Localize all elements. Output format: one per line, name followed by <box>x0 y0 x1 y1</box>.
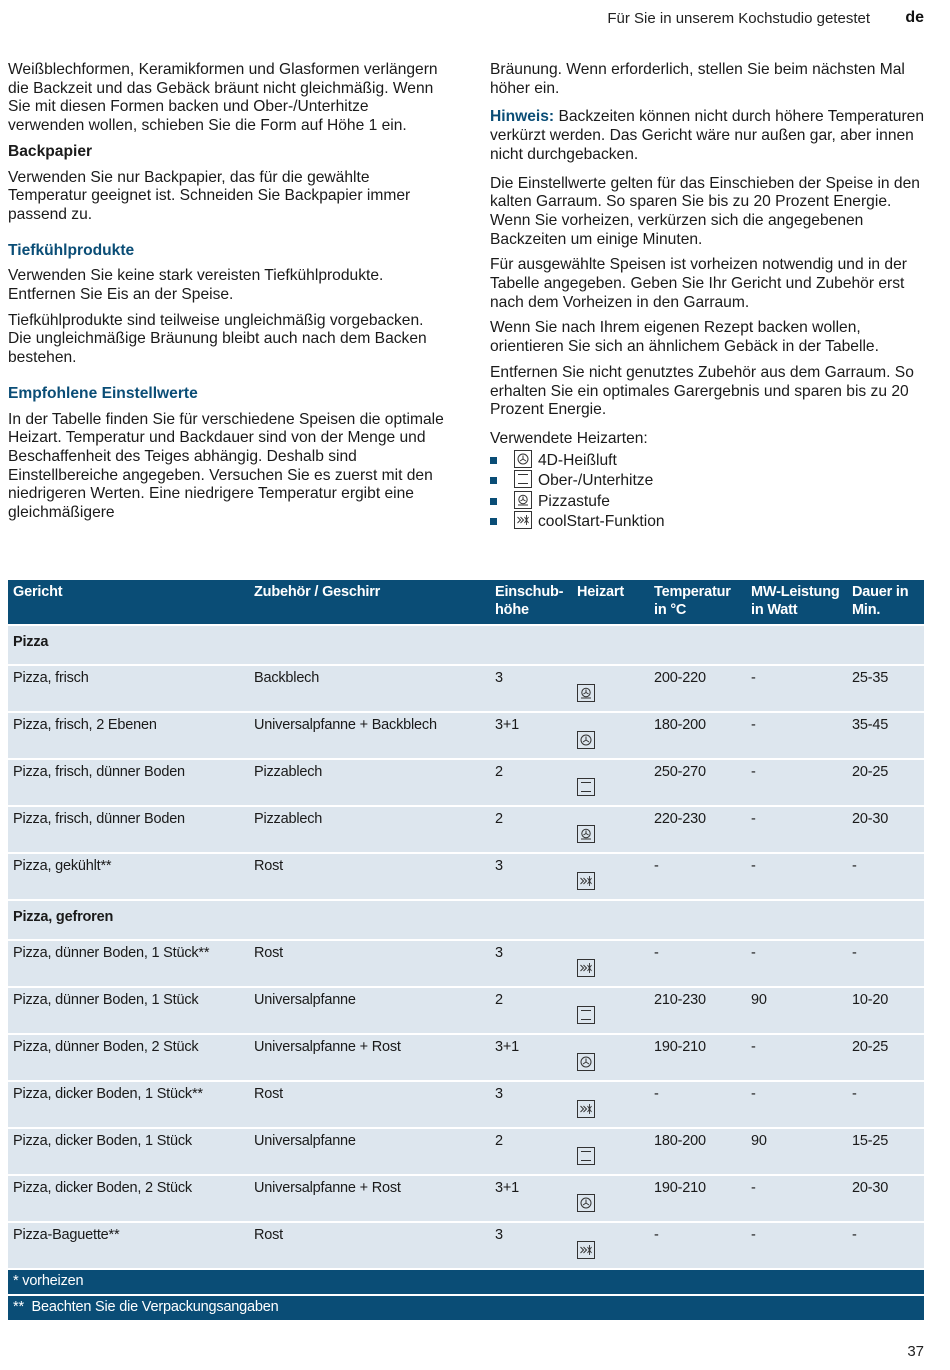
temperature-cell: - <box>649 940 746 987</box>
heizart-label: Pizzastufe <box>538 492 610 510</box>
duration-cell: 10-20 <box>847 987 924 1034</box>
coolstart-icon <box>577 959 595 977</box>
ober-unterhitze-icon <box>514 470 532 488</box>
page-number: 37 <box>907 1343 924 1360</box>
column-header <box>490 580 572 625</box>
paragraph: Weißblechformen, Keramikformen und Glasformen verlängern die Backzeit und das Gebäck bräunt nicht gleichmäßig. Wenn Sie mit diesen Formen backen und Ober-/Unterhitze verwenden wollen, schieben Sie die Form auf Höhe 1 ein. <box>8 61 438 135</box>
column-header-label: Zubehör / Geschirr <box>254 584 381 600</box>
bullet-square <box>490 498 497 505</box>
table-row <box>8 1034 924 1081</box>
heizarten-list <box>490 450 925 532</box>
accessory-cell: Universalpfanne + Backblech <box>249 712 490 759</box>
duration-cell: 20-25 <box>847 759 924 806</box>
microwave-cell: 90 <box>746 987 847 1034</box>
column-header <box>847 580 924 625</box>
heissluft-4d-icon <box>514 450 532 468</box>
duration-cell: 20-30 <box>847 1175 924 1222</box>
bullet-square <box>490 457 497 464</box>
heissluft-4d-icon <box>577 731 595 749</box>
level-cell: 3 <box>490 1081 572 1128</box>
accessory-cell: Universalpfanne + Rost <box>249 1175 490 1222</box>
accessory-cell: Rost <box>249 1081 490 1128</box>
level-cell: 3+1 <box>490 1034 572 1081</box>
heissluft-4d-icon <box>577 1053 595 1071</box>
column-header-label: Temperatur in °C <box>654 584 731 618</box>
coolstart-icon <box>577 1100 595 1118</box>
level-cell: 2 <box>490 1128 572 1175</box>
microwave-cell: - <box>746 759 847 806</box>
footnote: * vorheizen <box>8 1269 924 1295</box>
heat-mode-cell <box>572 853 649 900</box>
duration-cell: 20-25 <box>847 1034 924 1081</box>
microwave-cell: - <box>746 1034 847 1081</box>
microwave-cell: - <box>746 1081 847 1128</box>
heat-mode-cell <box>572 940 649 987</box>
table-row <box>8 853 924 900</box>
bullet-square <box>490 518 497 525</box>
paragraph: Tiefkühlprodukte sind teilweise ungleichmäßig vorgebacken. Die ungleichmäßige Bräunung bleibt auch nach dem Backen bestehen. <box>8 311 427 367</box>
heizart-item <box>490 491 925 512</box>
heizart-item <box>490 450 925 471</box>
temperature-cell: 190-210 <box>649 1034 746 1081</box>
footnote-row <box>8 1269 924 1295</box>
duration-cell: 35-45 <box>847 712 924 759</box>
microwave-cell: 90 <box>746 1128 847 1175</box>
temperature-cell: 180-200 <box>649 1128 746 1175</box>
column-header-label: Heizart <box>577 584 624 600</box>
accessory-cell: Rost <box>249 940 490 987</box>
microwave-cell: - <box>746 1222 847 1269</box>
column-header <box>649 580 746 625</box>
temperature-cell: - <box>649 853 746 900</box>
table-row <box>8 665 924 712</box>
microwave-cell: - <box>746 940 847 987</box>
table-row <box>8 940 924 987</box>
heat-mode-cell <box>572 712 649 759</box>
table-row <box>8 712 924 759</box>
dish-cell: Pizza, dicker Boden, 1 Stück** <box>8 1081 249 1128</box>
ober-unterhitze-icon <box>577 778 595 796</box>
heat-mode-cell <box>572 665 649 712</box>
pizzastufe-icon <box>514 491 532 509</box>
header-title: Für Sie in unserem Kochstudio getestet <box>607 10 870 27</box>
duration-cell: - <box>847 1222 924 1269</box>
bullet-square <box>490 477 497 484</box>
duration-cell: 25-35 <box>847 665 924 712</box>
hint-paragraph <box>490 108 925 164</box>
paragraph: Verwenden Sie keine stark vereisten Tiefkühlprodukte. Entfernen Sie Eis an der Speise. <box>8 267 384 304</box>
pizzastufe-icon <box>577 825 595 843</box>
duration-cell: 15-25 <box>847 1128 924 1175</box>
table-row <box>8 1081 924 1128</box>
temperature-cell: 180-200 <box>649 712 746 759</box>
temperature-cell: 190-210 <box>649 1175 746 1222</box>
heissluft-4d-icon <box>577 1194 595 1212</box>
hint-label: Hinweis: <box>490 108 555 126</box>
ober-unterhitze-icon <box>577 1006 595 1024</box>
microwave-cell: - <box>746 665 847 712</box>
baking-table <box>8 580 924 1320</box>
temperature-cell: 220-230 <box>649 806 746 853</box>
table-row <box>8 806 924 853</box>
temperature-cell: 200-220 <box>649 665 746 712</box>
column-header-label: Dauer in Min. <box>852 584 909 618</box>
paragraph: Die Einstellwerte gelten für das Einschieben der Speise in den kalten Garraum. So sparen Sie bis zu 20 Prozent Energie. Wenn Sie vorheizen, verkürzen sich die angegebenen Backzeiten um einige Minuten. <box>490 174 920 248</box>
right-column <box>490 61 925 532</box>
dish-cell: Pizza, dünner Boden, 1 Stück <box>8 987 249 1034</box>
temperature-cell: - <box>649 1222 746 1269</box>
dish-cell: Pizza, dicker Boden, 1 Stück <box>8 1128 249 1175</box>
duration-cell: 20-30 <box>847 806 924 853</box>
level-cell: 2 <box>490 806 572 853</box>
dish-cell: Pizza-Baguette** <box>8 1222 249 1269</box>
section-heading-tiefkuehl: Tiefkühlprodukte <box>8 241 135 259</box>
level-cell: 3 <box>490 940 572 987</box>
table-row <box>8 1128 924 1175</box>
level-cell: 3 <box>490 665 572 712</box>
dish-cell: Pizza, dicker Boden, 2 Stück <box>8 1175 249 1222</box>
accessory-cell: Rost <box>249 1222 490 1269</box>
duration-cell: - <box>847 1081 924 1128</box>
dish-cell: Pizza, dünner Boden, 2 Stück <box>8 1034 249 1081</box>
heizart-label: Ober-/Unterhitze <box>538 472 654 490</box>
paragraph: Entfernen Sie nicht genutztes Zubehör aus dem Garraum. So erhalten Sie ein optimales Garergebnis und sparen bis zu 20 Prozent Energie. <box>490 363 914 419</box>
heat-mode-cell <box>572 1128 649 1175</box>
language-code: de <box>905 9 924 26</box>
duration-cell: - <box>847 940 924 987</box>
heat-mode-cell <box>572 987 649 1034</box>
coolstart-icon <box>577 872 595 890</box>
duration-cell: - <box>847 853 924 900</box>
level-cell: 3+1 <box>490 712 572 759</box>
temperature-cell: 250-270 <box>649 759 746 806</box>
coolstart-icon <box>514 511 532 529</box>
table-row <box>8 987 924 1034</box>
accessory-cell: Rost <box>249 853 490 900</box>
microwave-cell: - <box>746 806 847 853</box>
category-title: Pizza <box>8 625 924 665</box>
dish-cell: Pizza, dünner Boden, 1 Stück** <box>8 940 249 987</box>
table-row <box>8 1222 924 1269</box>
dish-cell: Pizza, frisch, dünner Boden <box>8 806 249 853</box>
accessory-cell: Universalpfanne <box>249 987 490 1034</box>
accessory-cell: Backblech <box>249 665 490 712</box>
section-heading-einstellwerte: Empfohlene Einstellwerte <box>8 384 198 402</box>
heat-mode-cell <box>572 759 649 806</box>
microwave-cell: - <box>746 1175 847 1222</box>
accessory-cell: Universalpfanne <box>249 1128 490 1175</box>
hint-text: Backzeiten können nicht durch höhere Temperaturen verkürzt werden. Das Gericht wäre nur außen gar, aber innen nicht durchgebacken. <box>490 108 924 163</box>
column-header <box>8 580 249 625</box>
dish-cell: Pizza, frisch <box>8 665 249 712</box>
paragraph: Für ausgewählte Speisen ist vorheizen notwendig und in der Tabelle angegeben. Geben Sie Ihr Gericht und Zubehör erst nach dem Vorheizen in den Garraum. <box>490 256 907 311</box>
paragraph: Bräunung. Wenn erforderlich, stellen Sie beim nächsten Mal höher ein. <box>490 61 905 97</box>
level-cell: 2 <box>490 987 572 1034</box>
dish-cell: Pizza, gekühlt** <box>8 853 249 900</box>
accessory-cell: Universalpfanne + Rost <box>249 1034 490 1081</box>
table-header-row <box>8 580 924 625</box>
heizart-item <box>490 511 925 532</box>
column-header-label: MW-Leistung in Watt <box>751 584 840 618</box>
heizarten-title: Verwendete Heizarten: <box>490 429 648 447</box>
level-cell: 3+1 <box>490 1175 572 1222</box>
accessory-cell: Pizzablech <box>249 806 490 853</box>
column-header-label: Gericht <box>13 584 63 600</box>
heat-mode-cell <box>572 1175 649 1222</box>
level-cell: 3 <box>490 853 572 900</box>
paragraph: Verwenden Sie nur Backpapier, das für die gewählte Temperatur geeignet ist. Schneiden Sie Backpapier immer passend zu. <box>8 168 411 223</box>
ober-unterhitze-icon <box>577 1147 595 1165</box>
level-cell: 3 <box>490 1222 572 1269</box>
level-cell: 2 <box>490 759 572 806</box>
column-header <box>746 580 847 625</box>
heizart-label: 4D-Heißluft <box>538 451 617 469</box>
microwave-cell: - <box>746 853 847 900</box>
subheading-backpapier: Backpapier <box>8 142 93 160</box>
heat-mode-cell <box>572 1081 649 1128</box>
heat-mode-cell <box>572 806 649 853</box>
page-header <box>0 8 950 30</box>
column-header-label: Einschub- höhe <box>495 584 564 618</box>
heizart-item <box>490 470 925 491</box>
temperature-cell: - <box>649 1081 746 1128</box>
category-title: Pizza, gefroren <box>8 900 924 940</box>
column-header <box>249 580 490 625</box>
paragraph: In der Tabelle finden Sie für verschiedene Speisen die optimale Heizart. Temperatur und Backdauer sind von der Menge und Beschaffenheit des Teiges abhängig. Deshalb sind Einstellbereiche angegeben. Versuchen Sie es zuerst mit den niedrigeren Werten. Eine niedrigere Temperatur ergibt eine gleichmäßigere <box>8 410 444 522</box>
category-row <box>8 625 924 665</box>
heizart-icon <box>514 511 532 535</box>
left-column <box>8 61 448 530</box>
heat-mode-cell <box>572 1034 649 1081</box>
table-row <box>8 1175 924 1222</box>
footnote-row <box>8 1295 924 1320</box>
coolstart-icon <box>577 1241 595 1259</box>
footnote: ** Beachten Sie die Verpackungsangaben <box>8 1295 924 1320</box>
heizart-label: coolStart-Funktion <box>538 513 665 531</box>
heat-mode-cell <box>572 1222 649 1269</box>
pizzastufe-icon <box>577 684 595 702</box>
accessory-cell: Pizzablech <box>249 759 490 806</box>
temperature-cell: 210-230 <box>649 987 746 1034</box>
microwave-cell: - <box>746 712 847 759</box>
dish-cell: Pizza, frisch, 2 Ebenen <box>8 712 249 759</box>
dish-cell: Pizza, frisch, dünner Boden <box>8 759 249 806</box>
table-row <box>8 759 924 806</box>
paragraph: Wenn Sie nach Ihrem eigenen Rezept backen wollen, orientieren Sie sich an ähnlichem Gebäck in der Tabelle. <box>490 319 879 356</box>
column-header <box>572 580 649 625</box>
category-row <box>8 900 924 940</box>
